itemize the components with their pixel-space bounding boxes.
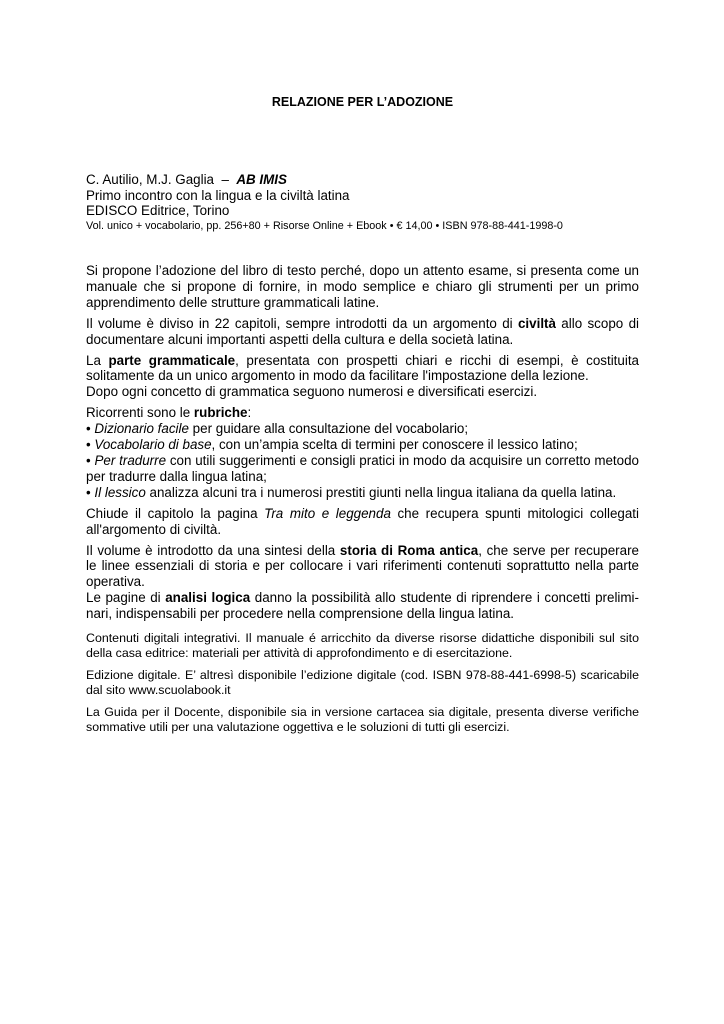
text-span: Le pagine di <box>86 590 166 606</box>
rubric-name: Dizionario facile <box>94 421 189 437</box>
book-details: Vol. unico + vocabolario, pp. 256+80 + Risorse Online + Ebook • € 14,00 • ISBN 978-88-441-1998-0 <box>86 219 563 232</box>
bullet: • <box>86 484 95 500</box>
text-span: che recupera spunti mitologici collegati all'argomento di civiltà. <box>86 505 639 537</box>
text-span: Chiude il capitolo la pagina <box>86 505 265 521</box>
bullet: • <box>86 421 95 437</box>
text-span: per guidare alla consultazione del vocabolario; <box>188 421 469 437</box>
book-title: AB IMIS <box>236 172 287 187</box>
document-title: RELAZIONE PER L’ADOZIONE <box>271 95 454 109</box>
text-span: La <box>86 352 109 368</box>
paragraph-digital-edition: Edizione digitale. E’ altresì disponibile l’edizione digitale (cod. ISBN 978-88-441-6998-5) scaricabile dal sito www.scuolabook.it <box>86 668 639 698</box>
rubric-name: Vocabolario di base <box>94 437 212 453</box>
text-bold: rubriche <box>193 405 248 421</box>
bullet: • <box>86 452 95 468</box>
text-span: danno la possibilità allo studente di riprendere i concetti prelimi-nari, indispensabili per procedere nella comprensione della lingua latina. <box>86 590 639 622</box>
text-span: Il volume è introdotto da una sintesi della <box>86 542 340 558</box>
book-publisher: EDISCO Editrice, Torino <box>86 203 230 218</box>
text-bold: parte grammaticale <box>108 352 236 368</box>
bullet: • <box>86 437 95 453</box>
paragraph-history <box>86 543 639 591</box>
list-item <box>86 421 639 437</box>
rubric-name: Per tradurre <box>94 452 167 468</box>
text-span: : <box>247 405 252 421</box>
paragraph-exercises: Dopo ogni concetto di grammatica seguono numerosi e diversificati esercizi. <box>86 384 538 400</box>
rubric-name: Il lessico <box>94 484 146 500</box>
text-bold: civiltà <box>517 315 556 331</box>
text-span: con utili suggerimenti e consigli pratici in modo da acquisire un corretto metodo per tradurre dalla lingua latina; <box>86 452 639 484</box>
text-italic: Tra mito e leggenda <box>264 505 391 521</box>
book-subtitle: Primo incontro con la lingua e la civiltà latina <box>86 187 350 203</box>
paragraph-intro: Si propone l’adozione del libro di testo perché, dopo un attento esame, si presenta come un manuale che si propone di fornire, in modo semplice e chiaro gli strumenti per un primo apprendimento delle strutture grammaticali latine. <box>86 263 639 310</box>
list-item <box>86 485 639 501</box>
paragraph-logic <box>86 590 639 622</box>
text-span: , che serve per recuperare le linee essenziali di storia e per collocare i vari riferimenti contenuti soprattutto nella parte operativa. <box>86 542 639 590</box>
document-body <box>86 263 639 735</box>
text-span: allo scopo di documentare alcuni importanti aspetti della cultura e della società latina. <box>86 315 639 347</box>
text-span: Ricorrenti sono le <box>86 405 194 421</box>
list-item <box>86 453 639 485</box>
paragraph-rubrics-intro <box>86 405 639 421</box>
text-span: Il volume è diviso in 22 capitoli, sempre introdotti da un argomento di <box>86 315 518 331</box>
book-authors-line <box>86 172 639 188</box>
text-bold: analisi logica <box>165 590 251 606</box>
paragraph-grammar <box>86 353 639 385</box>
text-bold: storia di Roma antica <box>339 542 479 558</box>
book-authors: C. Autilio, M.J. Gaglia – <box>86 172 237 187</box>
paragraph-digital-content: Contenuti digitali integrativi. Il manuale é arricchito da diverse risorse didattiche disponibili sul sito della casa editrice: materiali per attività di approfondimento e di esercitazione. <box>86 631 639 661</box>
paragraph-myth <box>86 506 639 538</box>
paragraph-teacher-guide: La Guida per il Docente, disponibile sia in versione cartacea sia digitale, presenta diverse verifiche sommative utili per una valutazione oggettiva e le soluzioni di tutti gli esercizi. <box>86 705 639 735</box>
book-info <box>86 172 639 233</box>
text-span: , con un’ampia scelta di termini per conoscere il lessico latino; <box>211 437 578 453</box>
list-item <box>86 437 639 453</box>
paragraph-chapters <box>86 316 639 348</box>
text-span: , presentata con prospetti chiari e ricchi di esempi, è costituita solitamente da un unico argomento in modo da facilitare l'impostazione della lezione. <box>86 352 639 384</box>
text-span: analizza alcuni tra i numerosi prestiti giunti nella lingua italiana da quella latina. <box>145 484 617 500</box>
